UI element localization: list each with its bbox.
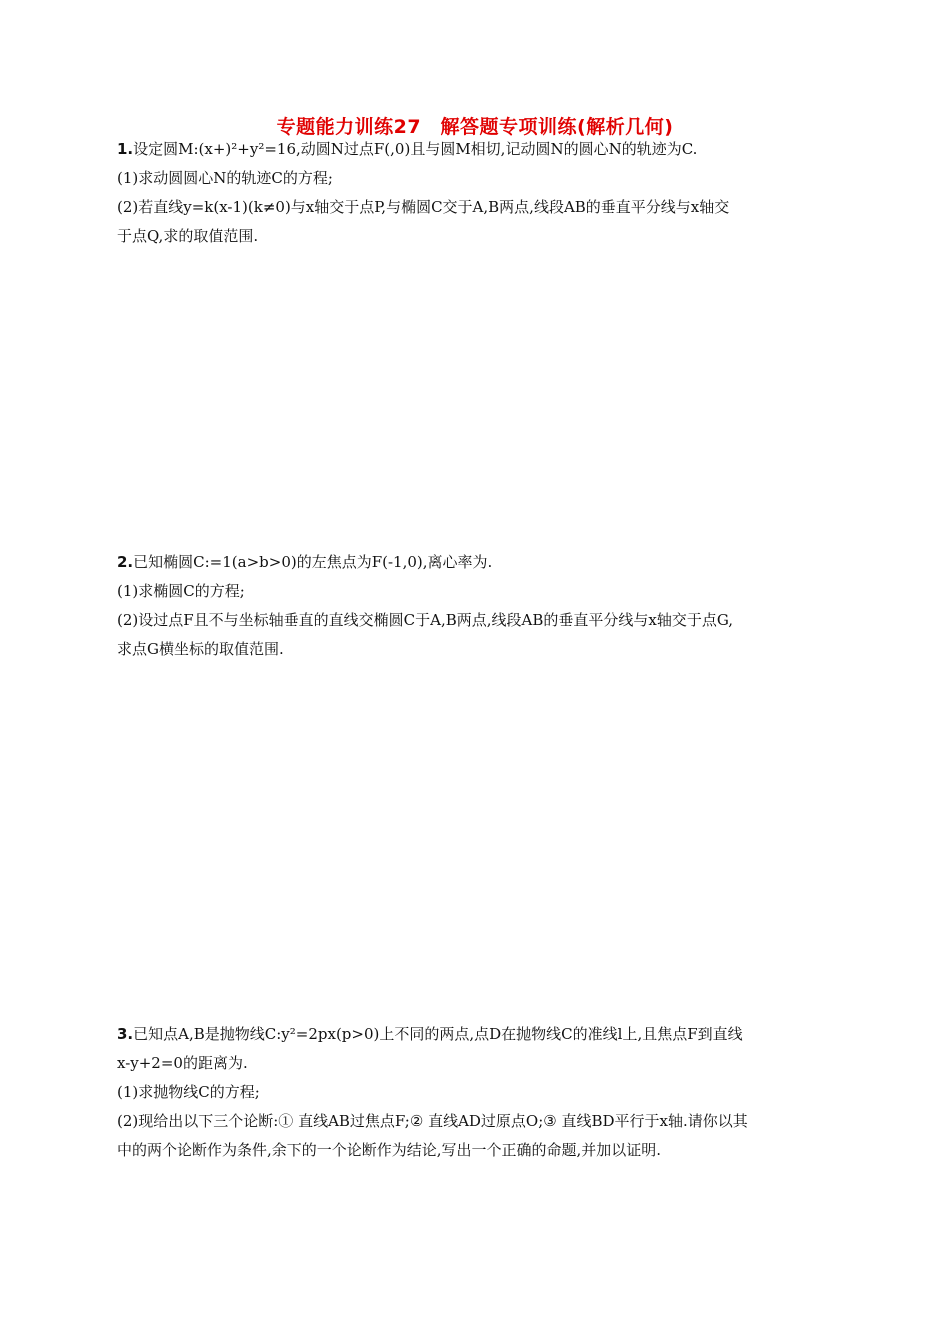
sub-question-2-continued: 中的两个论断作为条件,余下的一个论断作为结论,写出一个正确的命题,并加以证明.: [117, 1141, 662, 1159]
problem-text: 设定圆M:(x+)²+y²=16,动圆N过点F(,0)且与圆M相切,记动圆N的圆心N的轨迹为C.: [133, 140, 698, 158]
problem-statement: [117, 135, 832, 164]
sub-question-1: (1)求动圆圆心N的轨迹C的方程;: [117, 169, 333, 187]
sub-question-2-continued: 求点G横坐标的取值范围.: [117, 640, 284, 658]
problem-2: [117, 548, 832, 664]
problem-text: 已知椭圆C:=1(a>b>0)的左焦点为F(-1,0),离心率为.: [133, 553, 493, 571]
problem-number: 1.: [117, 140, 134, 158]
problem-number: 3.: [117, 1025, 134, 1043]
sub-question-2: (2)现给出以下三个论断:① 直线AB过焦点F;② 直线AD过原点O;③ 直线BD平行于x轴.请你以其: [117, 1112, 748, 1130]
problem-1: [117, 135, 832, 251]
problem-statement: [117, 1020, 832, 1049]
problem-3: [117, 1020, 832, 1165]
page-title: 专题能力训练27 解答题专项训练(解析几何): [276, 116, 674, 138]
sub-question-2: (2)设过点F且不与坐标轴垂直的直线交椭圆C于A,B两点,线段AB的垂直平分线与x轴交于点G,: [117, 611, 734, 629]
sub-question-1: (1)求抛物线C的方程;: [117, 1083, 260, 1101]
sub-question-2-continued: 于点Q,求的取值范围.: [117, 227, 259, 245]
problem-text: 已知点A,B是抛物线C:y²=2px(p>0)上不同的两点,点D在抛物线C的准线l上,且焦点F到直线: [133, 1025, 743, 1043]
problem-statement: [117, 548, 832, 577]
sub-question-2: (2)若直线y=k(x-1)(k≠0)与x轴交于点P,与椭圆C交于A,B两点,线段AB的垂直平分线与x轴交: [117, 198, 730, 216]
problem-number: 2.: [117, 553, 134, 571]
problem-text-continued: x-y+2=0的距离为.: [117, 1054, 248, 1072]
sub-question-1: (1)求椭圆C的方程;: [117, 582, 245, 600]
